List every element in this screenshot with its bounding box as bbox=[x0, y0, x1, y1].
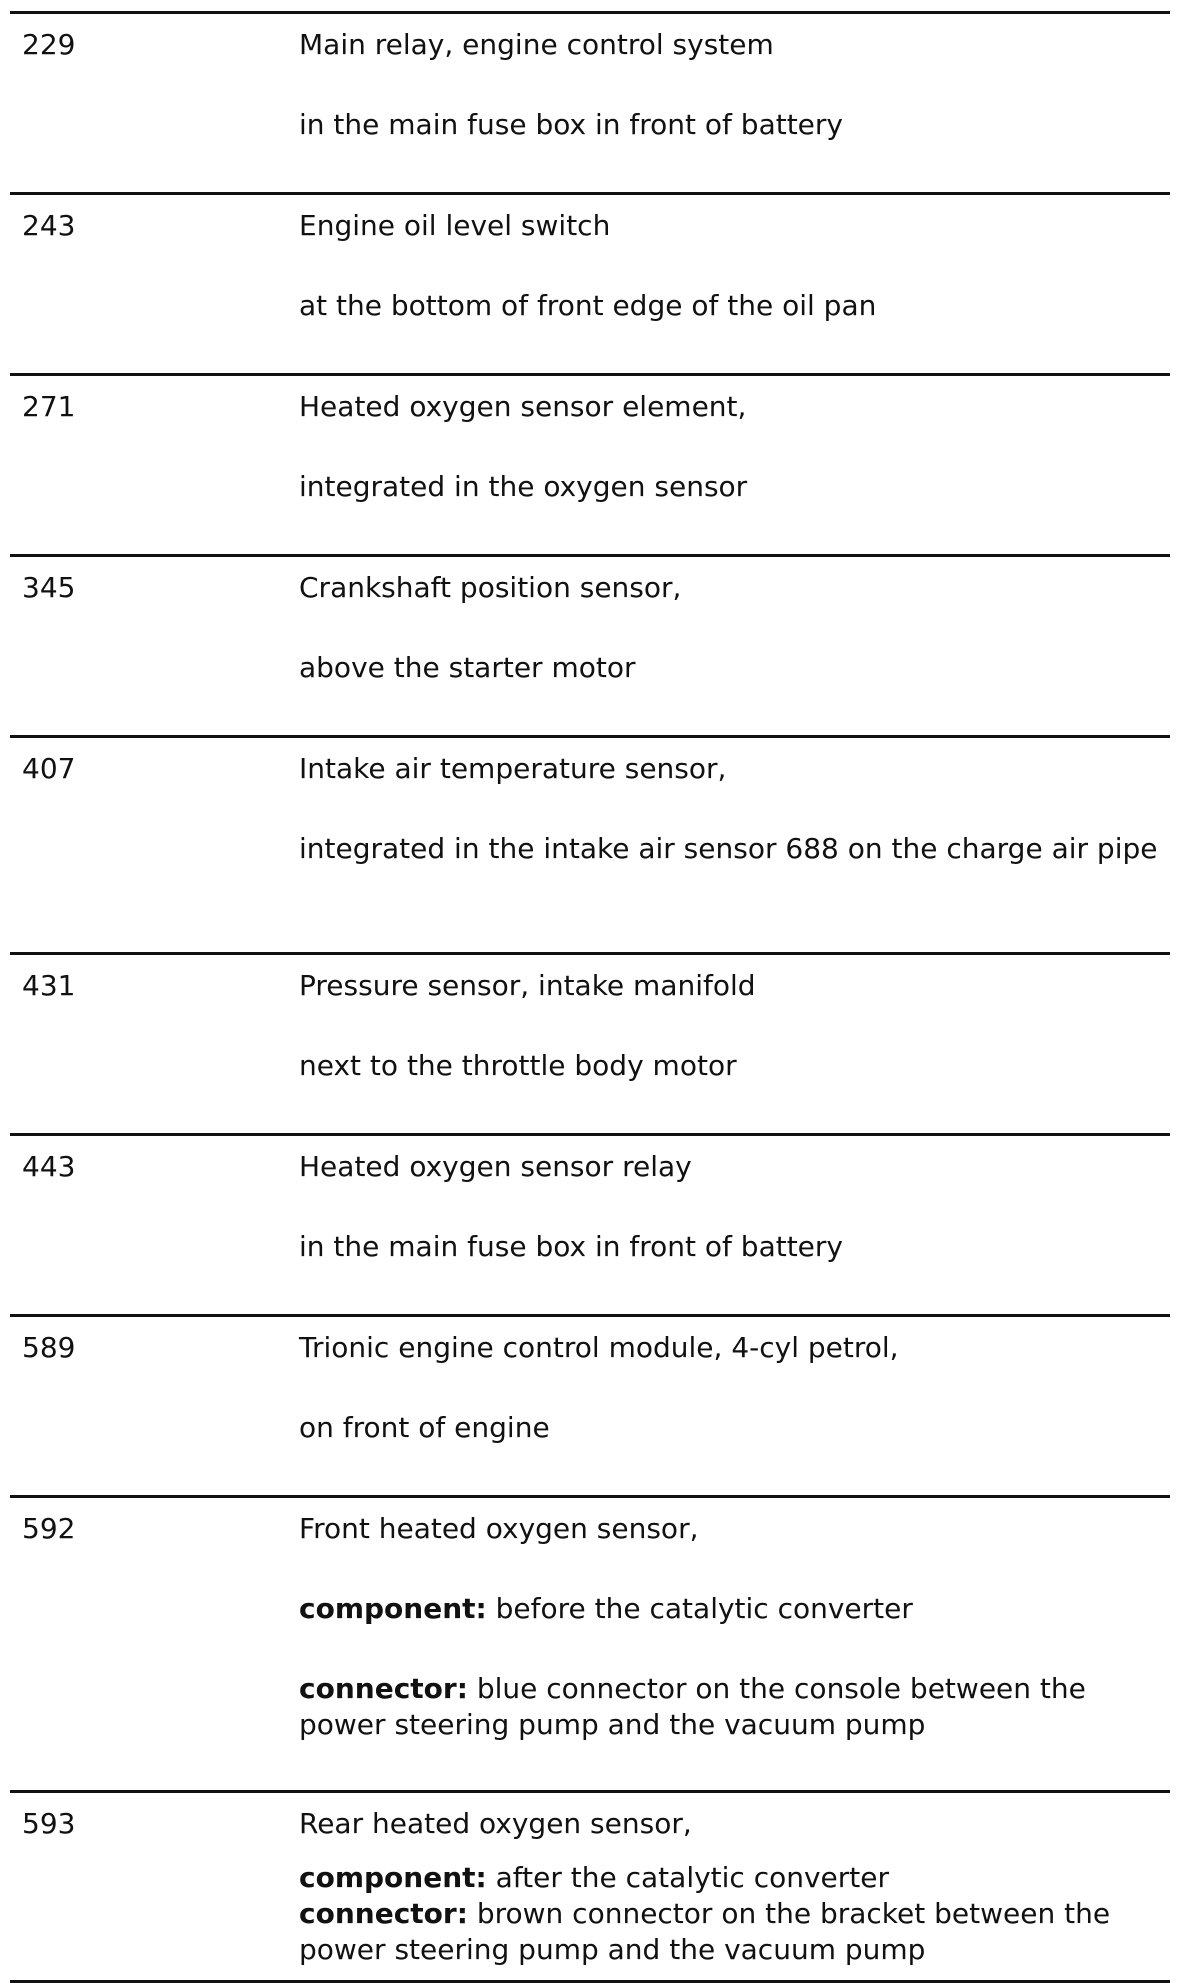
component-code: 345 bbox=[22, 571, 76, 604]
connector-location bbox=[299, 1896, 1164, 1968]
table-row bbox=[10, 952, 1170, 1133]
component-title: Crankshaft position sensor, bbox=[299, 571, 682, 604]
table-row bbox=[10, 554, 1170, 735]
component-location bbox=[299, 1591, 1164, 1627]
table-row bbox=[10, 1495, 1170, 1790]
component-title: Front heated oxygen sensor, bbox=[299, 1512, 699, 1545]
component-location: integrated in the oxygen sensor bbox=[299, 470, 748, 503]
component-location: in the main fuse box in front of battery bbox=[299, 108, 843, 141]
table-row bbox=[10, 1314, 1170, 1495]
component-code: 243 bbox=[22, 209, 76, 242]
component-title: Heated oxygen sensor relay bbox=[299, 1150, 692, 1183]
table-row bbox=[10, 1790, 1170, 1983]
component-description bbox=[299, 14, 1170, 143]
connector-location-text: brown connector on the bracket between the power steering pump and the vacuum pump bbox=[299, 1897, 1111, 1966]
component-description bbox=[299, 1317, 1170, 1446]
connector-location-text: blue connector on the console between the power steering pump and the vacuum pump bbox=[299, 1672, 1086, 1741]
component-title: Engine oil level switch bbox=[299, 209, 611, 242]
component-code: 407 bbox=[22, 752, 76, 785]
table-row bbox=[10, 11, 1170, 192]
component-description bbox=[299, 376, 1170, 505]
component-title: Intake air temperature sensor, bbox=[299, 752, 727, 785]
connector-location bbox=[299, 1671, 1164, 1743]
component-title: Trionic engine control module, 4-cyl petrol, bbox=[299, 1331, 899, 1364]
component-code: 229 bbox=[22, 28, 76, 61]
component-description bbox=[299, 1498, 1170, 1743]
component-location: on front of engine bbox=[299, 1411, 550, 1444]
connector-label: connector: bbox=[299, 1897, 468, 1930]
component-location-text: after the catalytic converter bbox=[486, 1861, 890, 1894]
component-title: Main relay, engine control system bbox=[299, 28, 774, 61]
table-row bbox=[10, 735, 1170, 952]
component-title: Pressure sensor, intake manifold bbox=[299, 969, 756, 1002]
component-title: Rear heated oxygen sensor, bbox=[299, 1807, 692, 1840]
table-row bbox=[10, 373, 1170, 554]
component-location: above the starter motor bbox=[299, 651, 636, 684]
component-code: 431 bbox=[22, 969, 76, 1002]
component-code: 592 bbox=[22, 1512, 76, 1545]
component-label: component: bbox=[299, 1861, 487, 1894]
component-location: at the bottom of front edge of the oil pan bbox=[299, 289, 877, 322]
component-title: Heated oxygen sensor element, bbox=[299, 390, 747, 423]
component-location-text: before the catalytic converter bbox=[486, 1592, 913, 1625]
table-row bbox=[10, 192, 1170, 373]
component-description bbox=[299, 1136, 1170, 1265]
component-location: integrated in the intake air sensor 688 on the charge air pipe bbox=[299, 832, 1158, 865]
component-location bbox=[299, 1860, 1164, 1896]
component-label: component: bbox=[299, 1592, 487, 1625]
component-description bbox=[299, 955, 1170, 1084]
component-description bbox=[299, 738, 1170, 867]
component-code: 593 bbox=[22, 1807, 76, 1840]
component-location: in the main fuse box in front of battery bbox=[299, 1230, 843, 1263]
component-code: 443 bbox=[22, 1150, 76, 1183]
component-code: 271 bbox=[22, 390, 76, 423]
component-code: 589 bbox=[22, 1331, 76, 1364]
connector-label: connector: bbox=[299, 1672, 468, 1705]
component-description bbox=[299, 1793, 1170, 1968]
component-description bbox=[299, 195, 1170, 324]
component-description bbox=[299, 557, 1170, 686]
table-row bbox=[10, 1133, 1170, 1314]
component-location: next to the throttle body motor bbox=[299, 1049, 737, 1082]
component-table bbox=[10, 11, 1170, 1983]
